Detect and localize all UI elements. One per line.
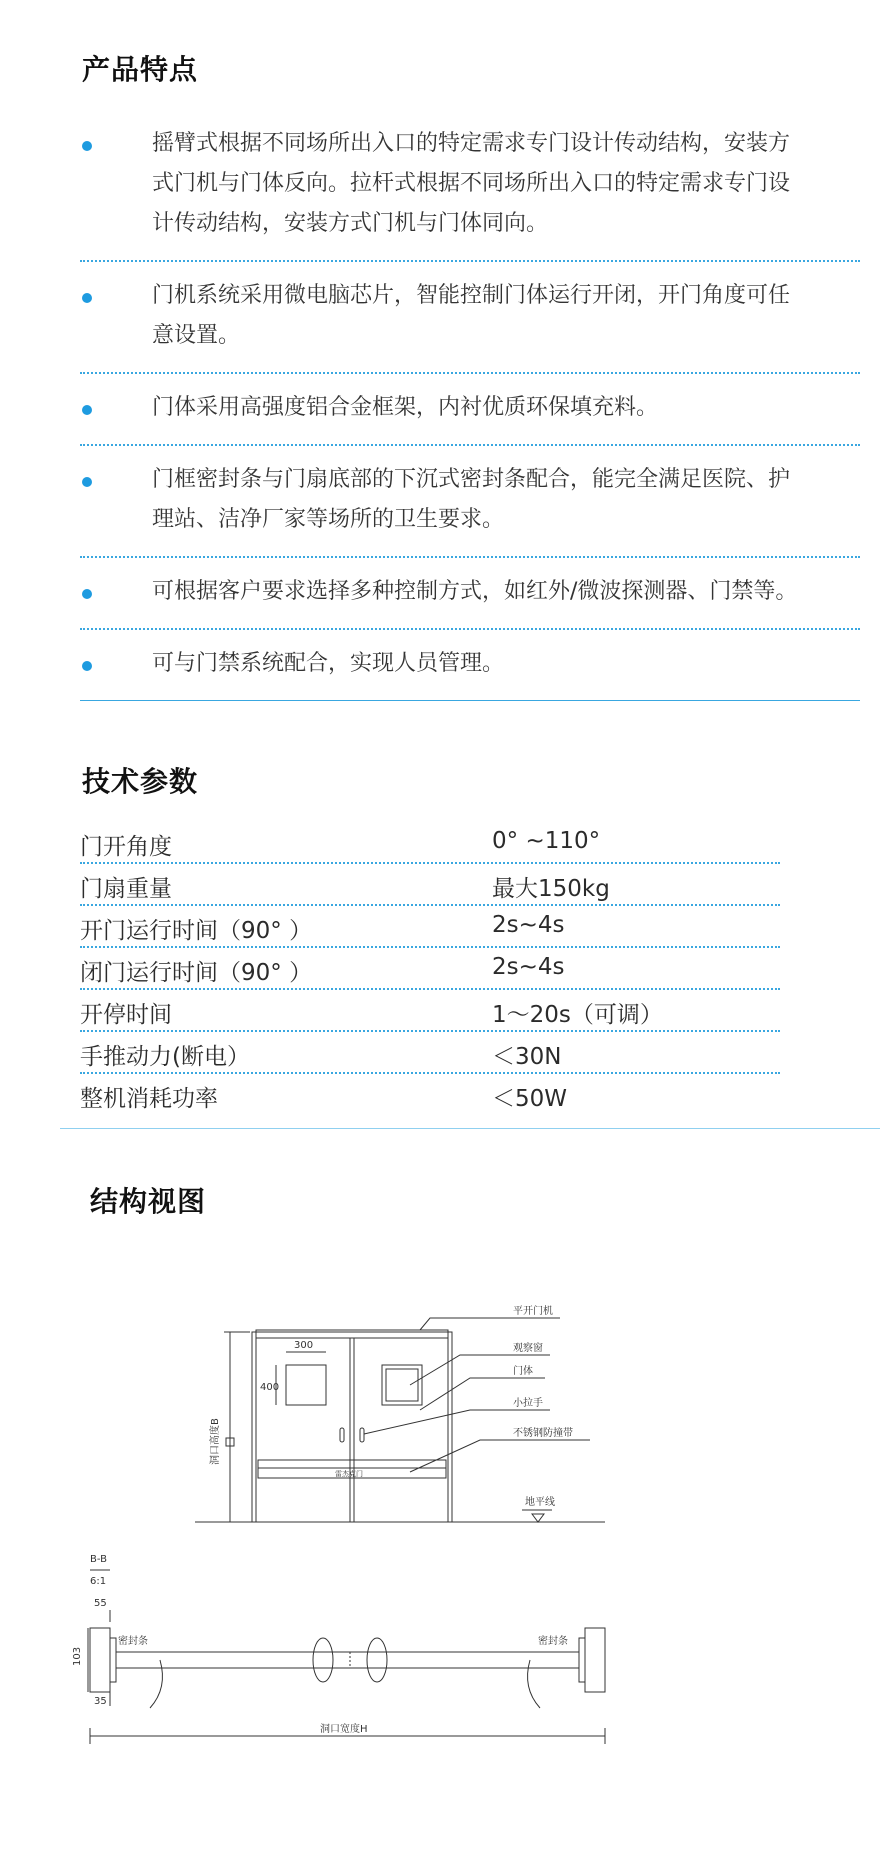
door-frame: [252, 1332, 452, 1522]
wall-right: [585, 1628, 605, 1692]
label-opening-width: 洞口宽度H: [320, 1724, 368, 1735]
label-section-mark: B-B: [90, 1554, 107, 1565]
label-window: 观察窗: [513, 1343, 543, 1354]
params-title: 技术参数: [82, 765, 199, 798]
label-dim-35: 35: [94, 1696, 107, 1707]
label-door-body: 门体: [513, 1366, 533, 1377]
leader-kick: [410, 1440, 510, 1472]
feature-item: [80, 630, 860, 701]
label-seal-right: 密封条: [538, 1636, 568, 1647]
param-value: ＜30N: [492, 1044, 562, 1070]
label-height: 洞口高度B: [210, 1418, 221, 1465]
param-row: [80, 990, 780, 1032]
feature-text: 门框密封条与门扇底部的下沉式密封条配合，能完全满足医院、护理站、洁净厂家等场所的卫生要求。: [152, 467, 791, 532]
leader-window: [410, 1355, 510, 1385]
label-kick-plate: 不锈钢防撞带: [513, 1428, 573, 1439]
section-divider: [60, 1128, 880, 1129]
param-value: 0° ~110°: [492, 828, 601, 854]
arm-right: [367, 1638, 387, 1682]
param-name: 门扇重量: [80, 876, 172, 902]
param-row: [80, 1074, 780, 1114]
param-name: 手推动力(断电）: [80, 1044, 250, 1070]
handle-right: [360, 1428, 364, 1442]
wall-left: [90, 1628, 110, 1692]
structure-drawing: [72, 1300, 610, 1760]
feature-text: 可与门禁系统配合，实现人员管理。: [152, 651, 505, 676]
label-handle: 小拉手: [513, 1398, 543, 1409]
feature-item: [80, 446, 860, 558]
label-height-400: 400: [260, 1382, 280, 1393]
window-left: [286, 1365, 326, 1405]
label-scale: 6:1: [90, 1576, 107, 1587]
param-value: 2s~4s: [492, 912, 565, 938]
param-name: 闭门运行时间（90° ）: [80, 960, 313, 986]
feature-text: 摇臂式根据不同场所出入口的特定需求专门设计传动结构，安装方式门机与门体反向。拉杆式根据不同场所出入口的特定需求专门设计传动结构，安装方式门机与门体同向。: [152, 131, 791, 236]
param-name: 整机消耗功率: [80, 1086, 218, 1112]
structure-title: 结构视图: [90, 1185, 207, 1218]
arm-left: [313, 1638, 333, 1682]
param-value: ＜50W: [492, 1086, 568, 1112]
bullet-icon: [82, 405, 92, 415]
feature-text: 门体采用高强度铝合金框架，内衬优质环保填充料。: [152, 395, 659, 420]
features-list: [80, 110, 860, 701]
feature-text: 可根据客户要求选择多种控制方式，如红外/微波探测器、门禁等。: [152, 579, 798, 604]
swing-arc-right: [528, 1660, 540, 1708]
param-row: [80, 822, 780, 864]
door-operator: [256, 1330, 448, 1338]
param-value: 2s~4s: [492, 954, 565, 980]
params-table: [80, 822, 780, 1114]
bullet-icon: [82, 477, 92, 487]
feature-text: 门机系统采用微电脑芯片，智能控制门体运行开闭，开门角度可任意设置。: [152, 283, 791, 348]
param-row: [80, 906, 780, 948]
param-name: 门开角度: [80, 834, 172, 860]
label-seal-left: 密封条: [118, 1636, 148, 1647]
window-right: [382, 1365, 422, 1405]
feature-item: [80, 374, 860, 446]
param-value: 最大150kg: [492, 876, 610, 902]
label-width-300: 300: [294, 1340, 314, 1351]
param-row: [80, 1032, 780, 1074]
param-value: 1～20s（可调）: [492, 1002, 663, 1028]
param-row: [80, 948, 780, 990]
feature-item: [80, 110, 860, 262]
bullet-icon: [82, 589, 92, 599]
bullet-icon: [82, 141, 92, 151]
feature-item: [80, 262, 860, 374]
bullet-icon: [82, 661, 92, 671]
leader-door-body: [420, 1378, 510, 1410]
label-operator: 平开门机: [513, 1306, 553, 1317]
label-dim-103: 103: [72, 1646, 83, 1666]
leader-operator: [420, 1318, 510, 1330]
param-name: 开门运行时间（90° ）: [80, 918, 313, 944]
feature-item: [80, 558, 860, 630]
label-dim-55: 55: [94, 1598, 107, 1609]
leader-handle: [364, 1410, 510, 1434]
label-floor: 地平线: [525, 1497, 555, 1508]
label-kick-text: 雷杰克门: [335, 1470, 363, 1478]
swing-arc-left: [150, 1660, 162, 1708]
param-name: 开停时间: [80, 1002, 172, 1028]
param-row: [80, 864, 780, 906]
handle-left: [340, 1428, 344, 1442]
features-title: 产品特点: [82, 53, 199, 86]
bullet-icon: [82, 293, 92, 303]
